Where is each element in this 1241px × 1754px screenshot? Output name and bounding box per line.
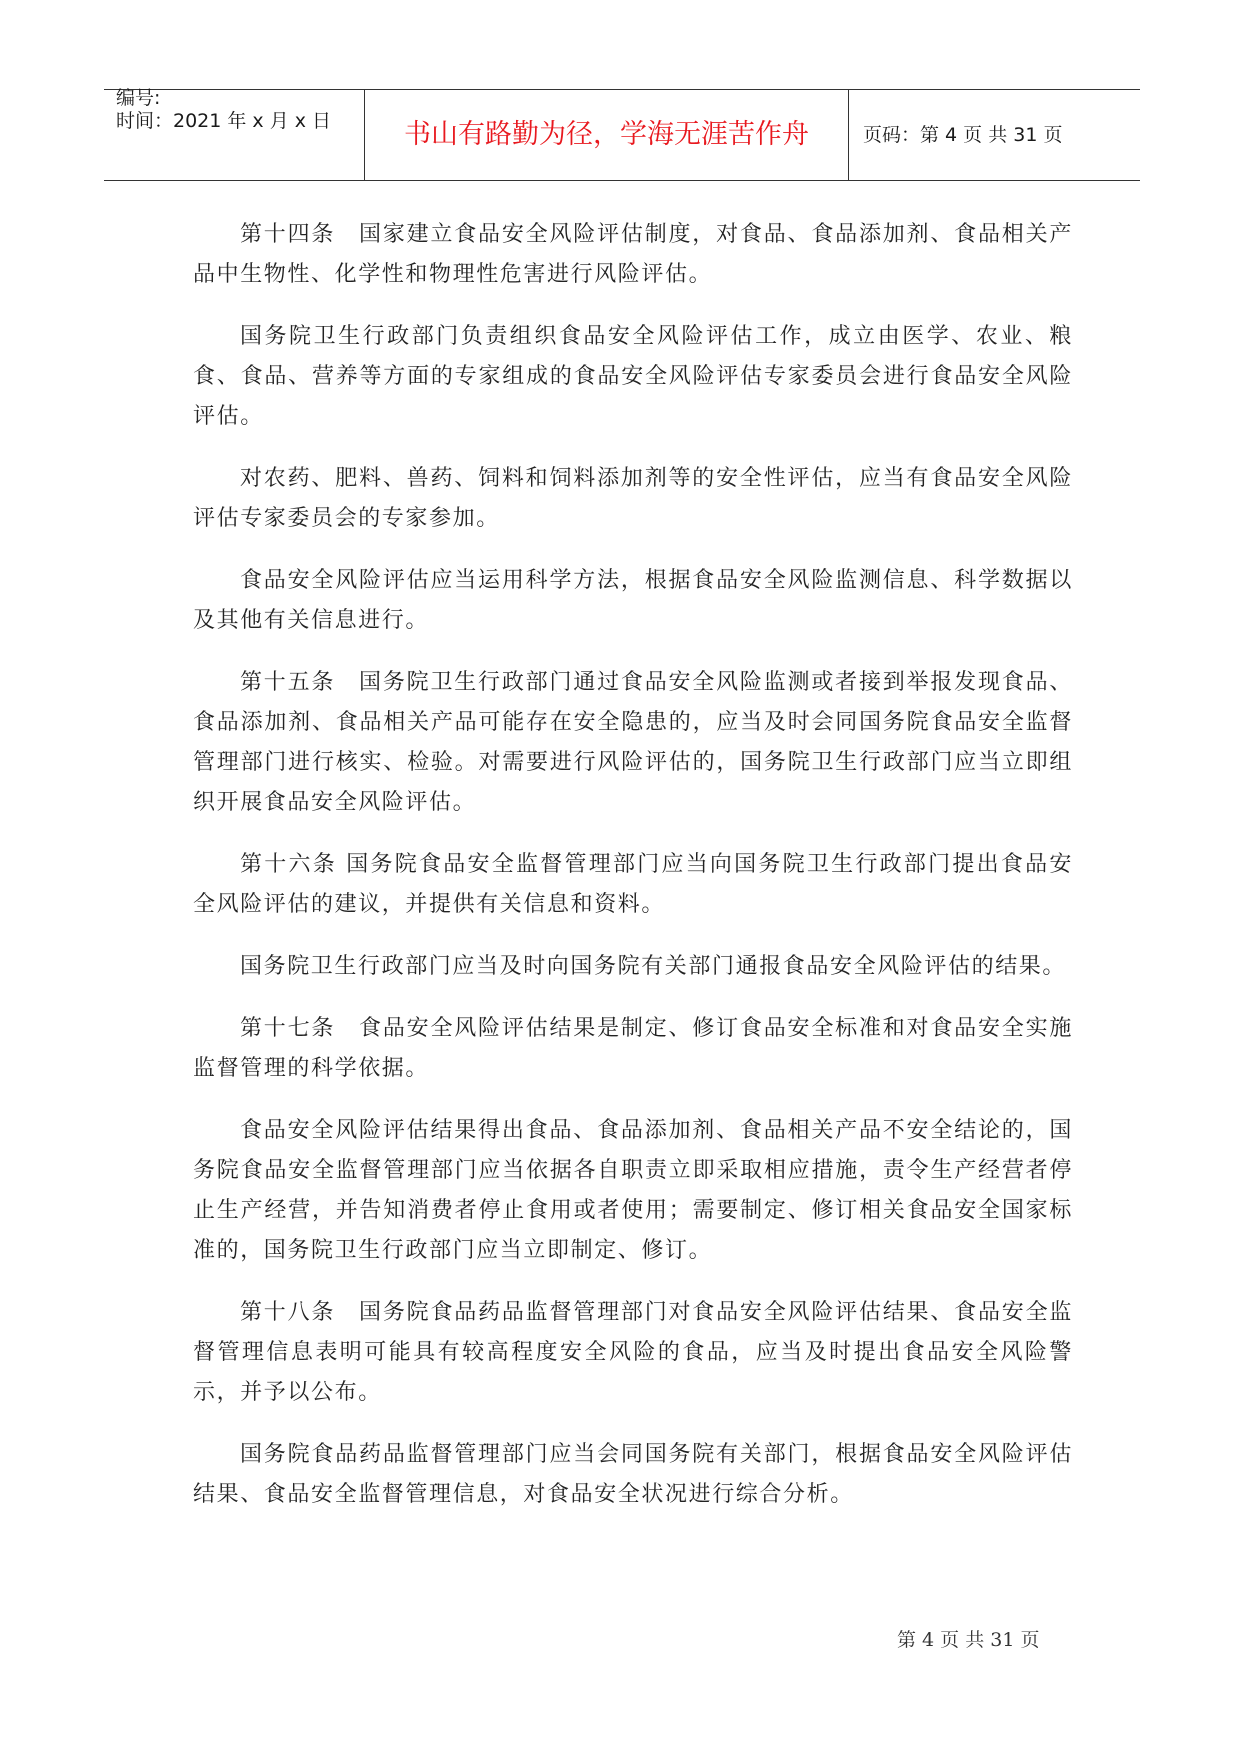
document-time-label: 时间：2021 年 x 月 x 日 <box>116 110 332 132</box>
paragraph: 食品安全风险评估应当运用科学方法，根据食品安全风险监测信息、科学数据以及其他有关信息进行。 <box>193 568 1073 633</box>
document-number-label: 编号: <box>116 87 161 109</box>
paragraph: 第十五条 国务院卫生行政部门通过食品安全风险监测或者接到举报发现食品、食品添加剂、食品相关产品可能存在安全隐患的，应当及时会同国务院食品安全监督管理部门进行核实、检验。对需要进行风险评估的，国务院卫生行政部门应当立即组织开展食品安全风险评估。 <box>193 670 1073 815</box>
paragraph: 对农药、肥料、兽药、饲料和饲料添加剂等的安全性评估，应当有食品安全风险评估专家委员会的专家参加。 <box>193 466 1073 531</box>
header-motto-cell <box>365 90 849 180</box>
paragraph: 第十七条 食品安全风险评估结果是制定、修订食品安全标准和对食品安全实施监督管理的科学依据。 <box>193 1016 1073 1081</box>
paragraph: 第十八条 国务院食品药品监督管理部门对食品安全风险评估结果、食品安全监督管理信息表明可能具有较高程度安全风险的食品，应当及时提出食品安全风险警示，并予以公布。 <box>193 1300 1073 1405</box>
header-info-cell <box>104 87 365 180</box>
header-page-cell <box>849 90 1140 180</box>
page-footer-number: 第 4 页 共 31 页 <box>897 1629 1040 1651</box>
paragraph: 第十六条 国务院食品安全监督管理部门应当向国务院卫生行政部门提出食品安全风险评估的建议，并提供有关信息和资料。 <box>193 852 1073 917</box>
paragraph: 国务院卫生行政部门应当及时向国务院有关部门通报食品安全风险评估的结果。 <box>240 954 1067 979</box>
page-header <box>104 89 1140 181</box>
paragraph: 食品安全风险评估结果得出食品、食品添加剂、食品相关产品不安全结论的，国务院食品安全监督管理部门应当依据各自职责立即采取相应措施，责令生产经营者停止生产经营，并告知消费者停止食用或者使用；需要制定、修订相关食品安全国家标准的，国务院卫生行政部门应当立即制定、修订。 <box>193 1118 1073 1263</box>
paragraph: 国务院食品药品监督管理部门应当会同国务院有关部门，根据食品安全风险评估结果、食品安全监督管理信息，对食品安全状况进行综合分析。 <box>193 1442 1073 1507</box>
document-body <box>193 215 1073 1537</box>
header-motto: 书山有路勤为径，学海无涯苦作舟 <box>404 119 809 150</box>
paragraph: 国务院卫生行政部门负责组织食品安全风险评估工作，成立由医学、农业、粮食、食品、营养等方面的专家组成的食品安全风险评估专家委员会进行食品安全风险评估。 <box>193 324 1073 429</box>
paragraph: 第十四条 国家建立食品安全风险评估制度，对食品、食品添加剂、食品相关产品中生物性、化学性和物理性危害进行风险评估。 <box>193 222 1073 287</box>
header-page-code: 页码：第 4 页 共 31 页 <box>863 124 1063 146</box>
